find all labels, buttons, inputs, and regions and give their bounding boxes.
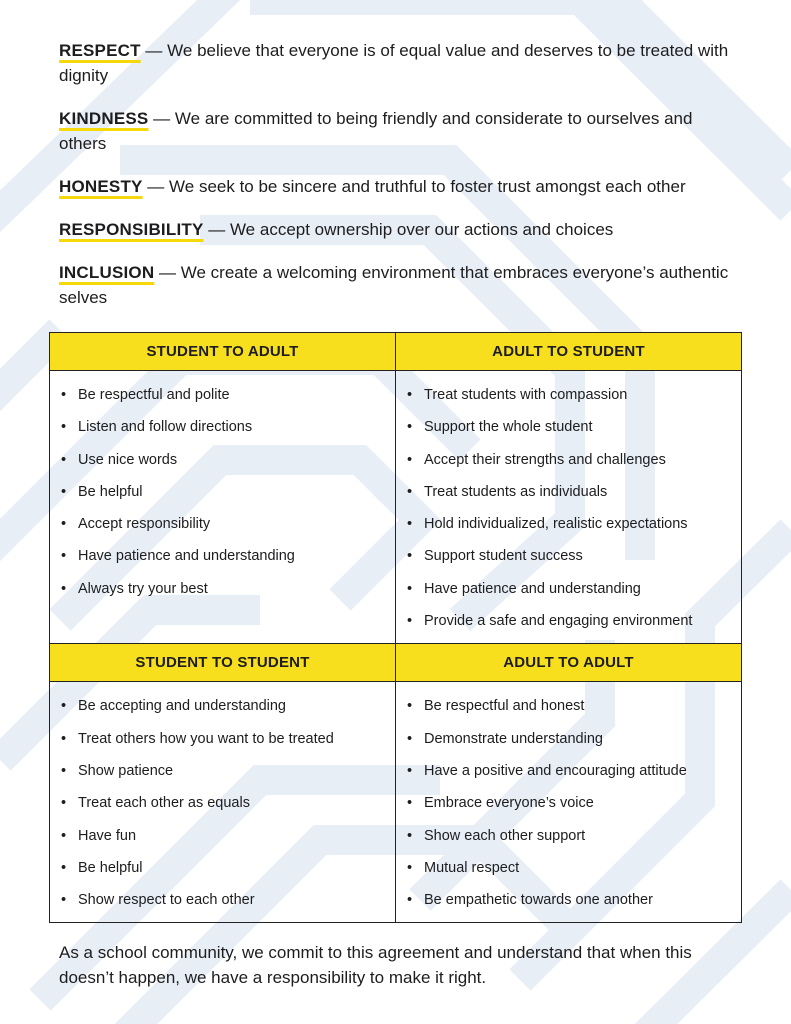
list-item: • Use nice words <box>60 444 385 476</box>
value-respect <box>59 38 739 88</box>
list-item: • Be accepting and understanding <box>60 690 385 722</box>
table-header-row <box>50 644 742 682</box>
list-item: • Provide a safe and engaging environment <box>406 605 731 637</box>
list-item: • Demonstrate understanding <box>406 723 731 755</box>
list-item: • Be empathetic towards one another <box>406 884 731 916</box>
list-item: • Listen and follow directions <box>60 411 385 443</box>
list-item: • Show each other support <box>406 820 731 852</box>
list-item: • Have patience and understanding <box>60 540 385 572</box>
list-item: • Treat each other as equals <box>60 787 385 819</box>
list-item: • Treat students with compassion <box>406 379 731 411</box>
bullet-list <box>406 379 731 637</box>
bullet-list <box>60 379 385 605</box>
value-term: HONESTY <box>59 177 143 196</box>
table-row <box>50 371 742 644</box>
bullet-list <box>60 690 385 916</box>
list-item: • Support student success <box>406 540 731 572</box>
header-student-to-student: STUDENT TO STUDENT <box>50 644 396 682</box>
header-adult-to-adult: ADULT TO ADULT <box>396 644 742 682</box>
value-description: — We are committed to being friendly and considerate to ourselves and others <box>59 109 693 153</box>
list-item: • Mutual respect <box>406 852 731 884</box>
value-term: RESPECT <box>59 41 141 60</box>
value-honesty <box>59 174 739 199</box>
list-item: • Have fun <box>60 820 385 852</box>
value-description: — We seek to be sincere and truthful to foster trust amongst each other <box>142 177 686 196</box>
list-item: • Show respect to each other <box>60 884 385 916</box>
header-adult-to-student: ADULT TO STUDENT <box>396 333 742 371</box>
list-item: • Be respectful and honest <box>406 690 731 722</box>
list-item: • Embrace everyone’s voice <box>406 787 731 819</box>
value-term: INCLUSION <box>59 263 155 282</box>
value-description: — We accept ownership over our actions and choices <box>203 220 614 239</box>
table-header-row <box>50 333 742 371</box>
value-kindness <box>59 106 739 156</box>
cell-adult-to-adult <box>396 682 742 923</box>
header-student-to-adult: STUDENT TO ADULT <box>50 333 396 371</box>
value-inclusion <box>59 260 739 310</box>
expectations-table <box>49 332 742 923</box>
list-item: • Always try your best <box>60 573 385 605</box>
list-item: • Be respectful and polite <box>60 379 385 411</box>
commitment-statement: As a school community, we commit to this agreement and understand that when this doesn’t happen, we have a responsibility to make it right. <box>59 943 692 987</box>
list-item: • Show patience <box>60 755 385 787</box>
cell-student-to-student <box>50 682 396 923</box>
list-item: • Support the whole student <box>406 411 731 443</box>
list-item: • Treat students as individuals <box>406 476 731 508</box>
value-description: — We believe that everyone is of equal value and deserves to be treated with dignity <box>59 41 729 85</box>
value-description: — We create a welcoming environment that embraces everyone’s authentic selves <box>59 263 729 307</box>
list-item: • Accept responsibility <box>60 508 385 540</box>
value-term: KINDNESS <box>59 109 149 128</box>
table-row <box>50 682 742 923</box>
list-item: • Hold individualized, realistic expectations <box>406 508 731 540</box>
bullet-list <box>406 690 731 916</box>
cell-adult-to-student <box>396 371 742 644</box>
list-item: • Have a positive and encouraging attitude <box>406 755 731 787</box>
list-item: • Treat others how you want to be treated <box>60 723 385 755</box>
cell-student-to-adult <box>50 371 396 644</box>
list-item: • Be helpful <box>60 852 385 884</box>
list-item: • Have patience and understanding <box>406 573 731 605</box>
list-item: • Be helpful <box>60 476 385 508</box>
core-values-list <box>59 38 739 310</box>
value-term: RESPONSIBILITY <box>59 220 204 239</box>
value-responsibility <box>59 217 739 242</box>
list-item: • Accept their strengths and challenges <box>406 444 731 476</box>
